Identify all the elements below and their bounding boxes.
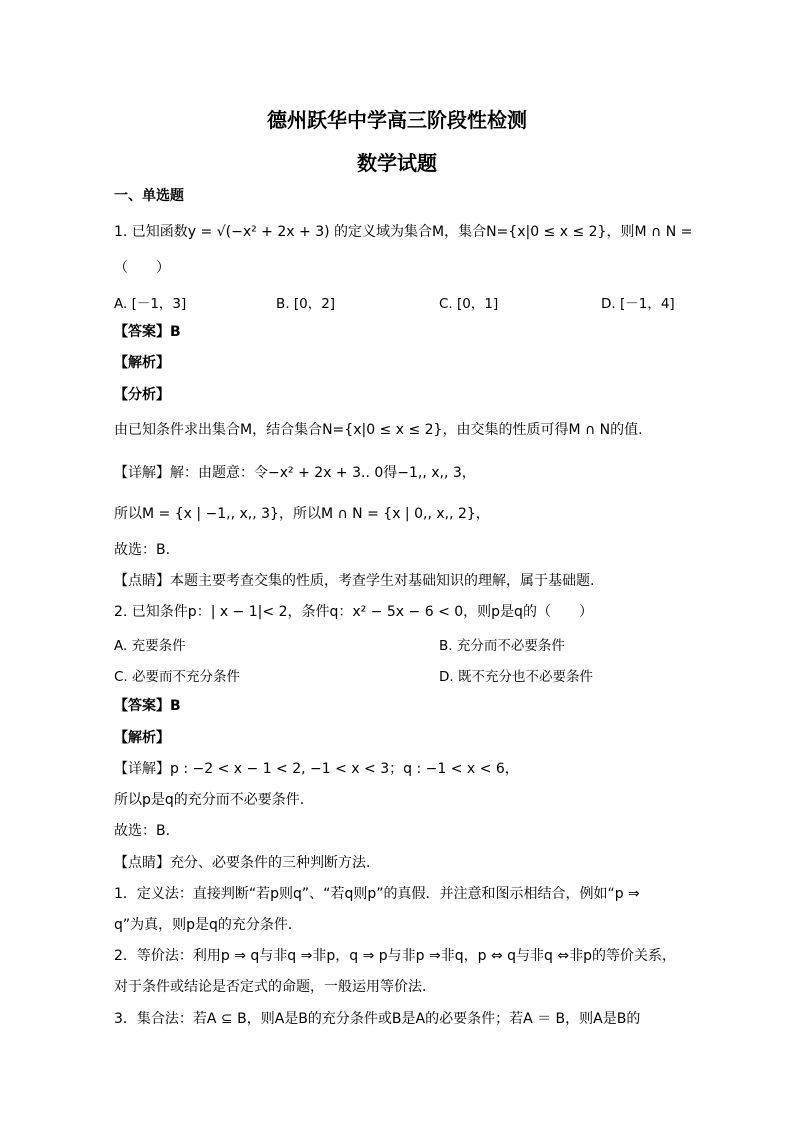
q2-answer: 【答案】B [114,698,181,714]
document-subtitle: 数学试题 [357,151,437,175]
q1-choose: 故选：B. [114,542,171,558]
q2-detail: 【详解】p : −2 < x − 1 < 2, −1 < x < 3；q : −1 < x < 6， [114,761,519,777]
q2-option-a: A. 充要条件 [114,638,186,654]
q2-option-b: B. 充分而不必要条件 [439,638,565,654]
q2-option-c: C. 必要而不充分条件 [114,669,241,685]
q2-method-2b: 对于条件或结论是否定式的命题，一般运用等价法． [114,979,436,995]
q1-jiexi: 【解析】 [114,355,170,371]
q2-option-d: D. 既不充分也不必要条件 [439,669,593,685]
q1-answer: 【答案】B [114,324,181,340]
document-title: 德州跃华中学高三阶段性检测 [267,108,527,132]
q1-detail: 【详解】解：由题意：令−x² + 2x + 3.. 0得−1,, x,, 3， [114,465,476,481]
q2-method-2a: 2．等价法：利用p ⇒ q与非q ⇒非p，q ⇒ p与非p ⇒非q，p ⇔ q与非q ⇔非p的等价关系， [114,948,676,964]
q1-fenxi: 【分析】 [114,387,170,403]
q2-jiexi: 【解析】 [114,730,170,746]
q1-fenxi-text: 由已知条件求出集合M，结合集合N={x|0 ≤ x ≤ 2}，由交集的性质可得M ∩ N的值. [114,422,643,438]
q2-method-1a: 1．定义法：直接判断“若p则q”、“若q则p”的真假．并注意和图示相结合，例如“p ⇒ [114,886,640,902]
q2-stem: 2. 已知条件p：| x − 1|< 2，条件q：x² − 5x − 6 < 0，则p是q的（ ） [114,604,593,620]
q2-comment: 【点睛】充分、必要条件的三种判断方法． [114,855,380,871]
q1-option-a: A. [－1，3] [114,296,187,312]
q2-choose: 故选：B. [114,823,171,839]
q1-option-b: B. [0，2] [276,296,336,312]
q1-comment: 【点睛】本题主要考查交集的性质，考查学生对基础知识的理解，属于基础题. [114,573,595,589]
q1-so: 所以M = {x | −1,, x,, 3}，所以M ∩ N = {x | 0,, x,, 2}， [114,506,490,522]
q1-blank: （ ） [114,260,170,276]
q2-so: 所以p是q的充分而不必要条件. [114,792,305,808]
q1-option-c: C. [0，1] [439,296,499,312]
section-heading: 一、单选题 [114,188,184,204]
q2-method-3a: 3．集合法：若A ⊆ B，则A是B的充分条件或B是A的必要条件；若A ＝ B，则A是B的 [114,1011,641,1027]
q1-stem: 1. 已知函数y = √(−x² + 2x + 3) 的定义域为集合M，集合N={x|0 ≤ x ≤ 2}，则M ∩ N = [114,224,693,240]
q2-method-1b: q”为真，则p是q的充分条件． [114,917,302,933]
q1-option-d: D. [－1，4] [601,296,675,312]
